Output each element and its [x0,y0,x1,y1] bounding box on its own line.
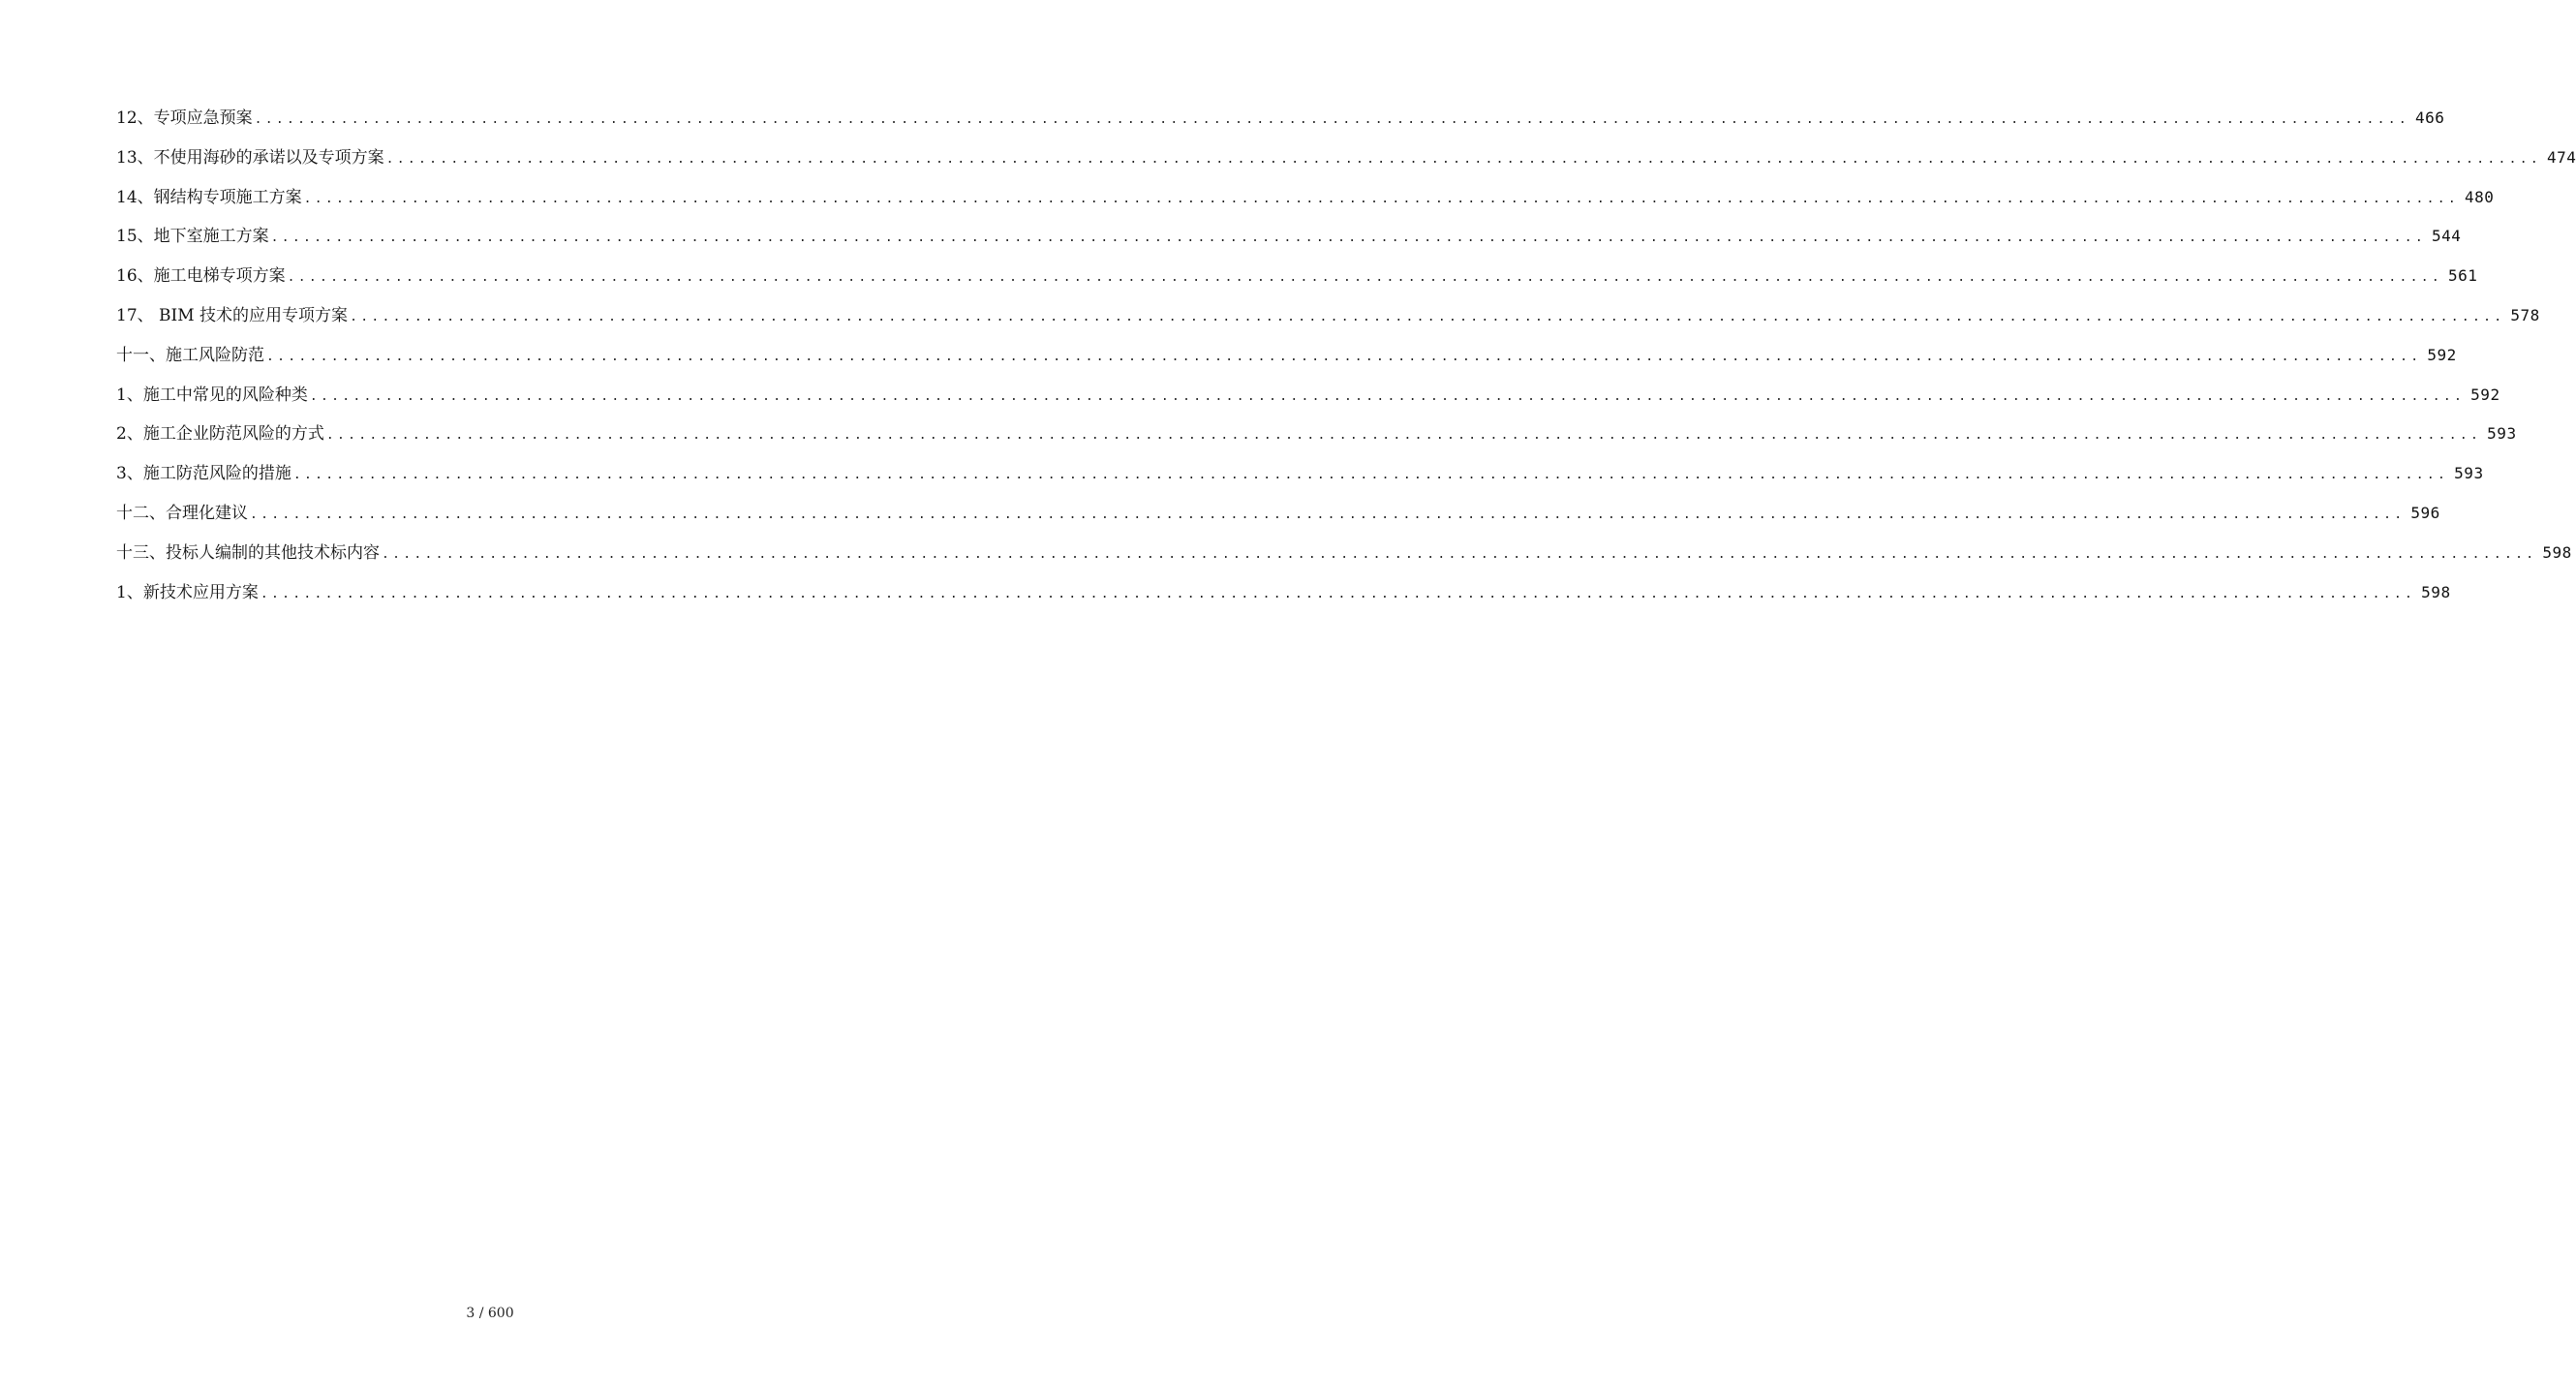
toc-entry-title: 16、施工电梯专项方案 [116,266,286,287]
toc-entry[interactable] [116,296,2540,336]
toc-entry-page: 480 [2464,187,2495,206]
toc-entry-page: 593 [2454,464,2484,483]
toc-entry[interactable] [116,415,2517,454]
toc-entry-page: 544 [2431,227,2462,246]
toc-entry-title: 1、施工中常见的风险种类 [116,385,308,405]
toc-entry-title: 17、 BIM 技术的应用专项方案 [116,305,349,325]
toc-entry[interactable] [116,534,2572,573]
toc-entry-page: 596 [2410,503,2440,522]
toc-entry-title: 15、地下室施工方案 [116,227,269,247]
toc-dot-leader: ........................................................................................................................................................................................................ [309,388,2466,404]
table-of-contents [116,99,2576,612]
toc-entry-title: 13、不使用海砂的承诺以及专项方案 [116,147,384,168]
toc-dot-leader: ........................................................................................................................................................................................................ [270,231,2426,246]
toc-entry[interactable] [116,99,2445,139]
toc-dot-leader: ........................................................................................................................................................................................................ [350,309,2505,324]
toc-entry[interactable] [116,178,2495,218]
toc-entry[interactable] [116,217,2462,257]
toc-dot-leader: ........................................................................................................................................................................................................ [266,349,2422,364]
toc-entry-title: 14、钢结构专项施工方案 [116,187,302,207]
toc-dot-leader: ........................................................................................................................................................................................................ [260,586,2416,601]
toc-entry-page: 578 [2510,305,2540,324]
toc-entry-title: 3、施工防范风险的措施 [116,464,291,484]
toc-entry-page: 593 [2487,424,2517,444]
toc-dot-leader: ........................................................................................................................................................................................................ [292,468,2449,483]
toc-entry-title: 1、新技术应用方案 [116,582,259,602]
toc-entry[interactable] [116,573,2451,613]
toc-dot-leader: ........................................................................................................................................................................................................ [254,112,2409,127]
toc-entry-page: 598 [2542,542,2572,562]
toc-entry-page: 561 [2447,266,2478,286]
toc-entry-title: 十二、合理化建议 [116,503,248,523]
toc-entry[interactable] [116,139,2576,178]
toc-entry-page: 598 [2421,582,2451,601]
toc-entry-title: 十三、投标人编制的其他技术标内容 [116,542,380,563]
toc-entry-page: 474 [2546,147,2576,167]
toc-entry[interactable] [116,376,2500,416]
toc-entry-page: 466 [2414,108,2445,127]
toc-entry-title: 十一、施工风险防范 [116,345,264,365]
toc-dot-leader: ........................................................................................................................................................................................................ [385,151,2541,167]
toc-entry[interactable] [116,454,2484,494]
toc-entry-title: 12、专项应急预案 [116,108,253,128]
toc-dot-leader: ........................................................................................................................................................................................................ [325,428,2482,444]
page-number-footer: 3 / 600 [466,1306,514,1321]
toc-dot-leader: ........................................................................................................................................................................................................ [382,546,2537,562]
toc-entry-page: 592 [2470,385,2500,404]
toc-entry[interactable] [116,336,2457,376]
toc-entry-title: 2、施工企业防范风险的方式 [116,424,324,445]
toc-dot-leader: ........................................................................................................................................................................................................ [303,191,2459,206]
toc-dot-leader: ........................................................................................................................................................................................................ [250,507,2406,522]
toc-entry[interactable] [116,494,2440,534]
toc-dot-leader: ........................................................................................................................................................................................................ [287,270,2442,286]
toc-entry-page: 592 [2427,345,2457,364]
toc-entry[interactable] [116,257,2478,296]
